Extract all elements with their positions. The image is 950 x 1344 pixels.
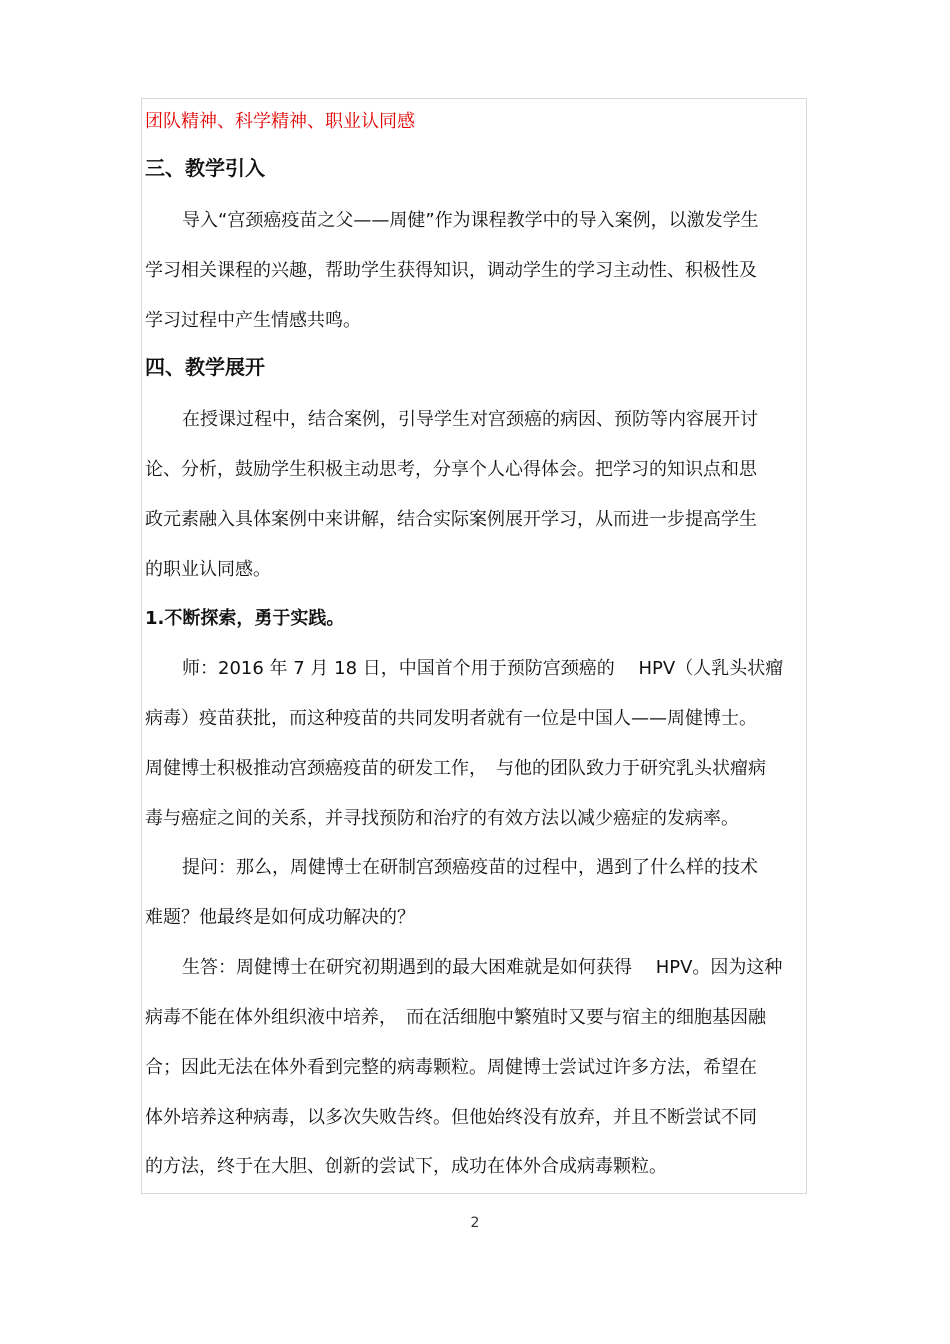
teacher-line-1: 师：2016 年 7 月 18 日，中国首个用于预防宫颈癌的 HPV（人乳头状瘤 bbox=[182, 658, 784, 679]
section-4-line-2: 论、分析，鼓励学生积极主动思考，分享个人心得体会。把学习的知识点和思 bbox=[145, 459, 757, 480]
header-red-text: 团队精神、科学精神、职业认同感 bbox=[145, 111, 415, 132]
answer-line-1: 生答：周健博士在研究初期遇到的最大困难就是如何获得 HPV。因为这种 bbox=[182, 957, 783, 978]
answer-line-5: 的方法，终于在大胆、创新的尝试下，成功在体外合成病毒颗粒。 bbox=[145, 1156, 667, 1177]
answer-line-2: 病毒不能在体外组织液中培养， 而在活细胞中繁殖时又要与宿主的细胞基因融 bbox=[145, 1007, 766, 1028]
answer-line-4: 体外培养这种病毒，以多次失败告终。但他始终没有放弃，并且不断尝试不同 bbox=[145, 1107, 757, 1128]
section-4-line-3: 政元素融入具体案例中来讲解，结合实际案例展开学习，从而进一步提高学生 bbox=[145, 509, 757, 530]
question-line-1: 提问：那么，周健博士在研制宫颈癌疫苗的过程中，遇到了什么样的技术 bbox=[182, 857, 758, 878]
section-4-heading: 四、教学展开 bbox=[145, 355, 265, 379]
teacher-line-4: 毒与癌症之间的关系，并寻找预防和治疗的有效方法以减少癌症的发病率。 bbox=[145, 808, 739, 829]
page-number: 2 bbox=[470, 1215, 480, 1231]
section-3-line-3: 学习过程中产生情感共鸣。 bbox=[145, 310, 361, 331]
question-line-2: 难题？他最终是如何成功解决的？ bbox=[145, 907, 415, 928]
section-3-heading: 三、教学引入 bbox=[145, 156, 265, 180]
answer-line-3: 合；因此无法在体外看到完整的病毒颗粒。周健博士尝试过许多方法，希望在 bbox=[145, 1057, 757, 1078]
teacher-line-3: 周健博士积极推动宫颈癌疫苗的研发工作， 与他的团队致力于研究乳头状瘤病 bbox=[145, 758, 766, 779]
subsection-1-heading: 1.不断探索，勇于实践。 bbox=[145, 608, 345, 629]
teacher-line-2: 病毒）疫苗获批，而这种疫苗的共同发明者就有一位是中国人——周健博士。 bbox=[145, 708, 757, 729]
section-4-line-1: 在授课过程中，结合案例，引导学生对宫颈癌的病因、预防等内容展开讨 bbox=[182, 409, 758, 430]
section-3-line-1: 导入“宫颈癌疫苗之父——周健”作为课程教学中的导入案例，以激发学生 bbox=[182, 210, 759, 231]
section-4-line-4: 的职业认同感。 bbox=[145, 559, 271, 580]
section-3-line-2: 学习相关课程的兴趣，帮助学生获得知识，调动学生的学习主动性、积极性及 bbox=[145, 260, 757, 281]
